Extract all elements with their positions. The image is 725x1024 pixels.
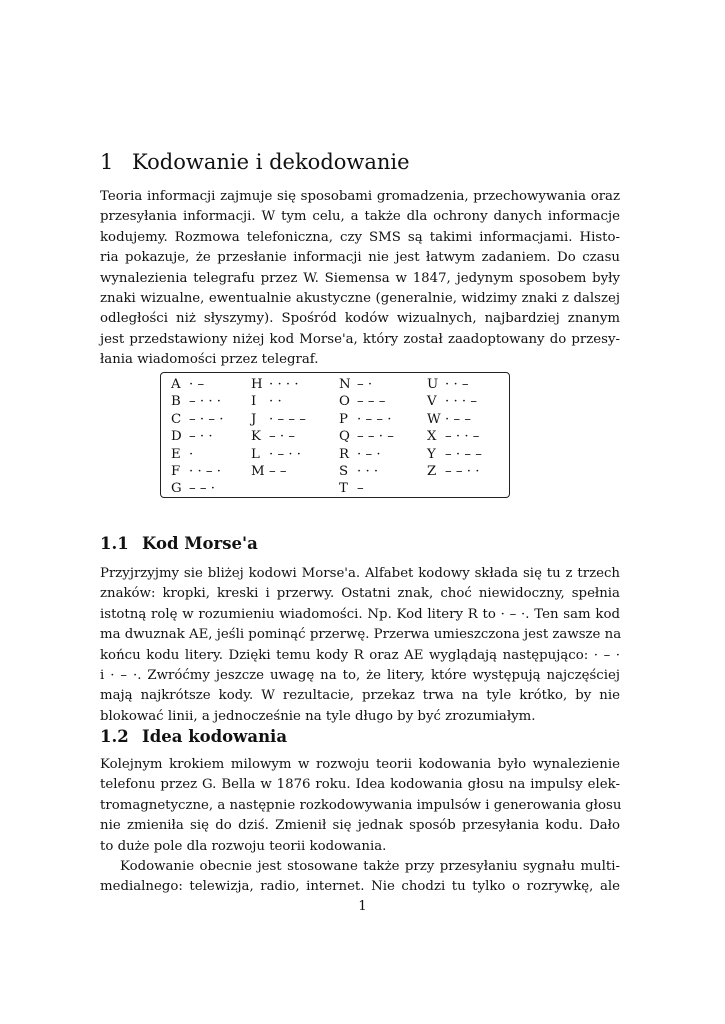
morse-entry xyxy=(339,463,394,480)
morse-code: – · · · xyxy=(189,394,222,410)
morse-entry xyxy=(427,463,482,480)
morse-entry xyxy=(251,446,306,463)
morse-letter: N xyxy=(339,377,351,392)
text-line: nie zmieniła się do dziś. Zmienił się jednak sposób przesyłania kodu. Dało xyxy=(100,818,620,834)
subsection-heading xyxy=(100,727,287,746)
morse-code: – xyxy=(357,481,364,497)
text-line: znaków: kropki, kreski i przerwy. Ostatni znak, choć niewidoczny, spełnia xyxy=(100,586,620,602)
morse-letter: F xyxy=(171,463,181,479)
morse-code: · – · · xyxy=(269,446,302,462)
morse-letter: I xyxy=(251,394,257,410)
morse-code: · – – · xyxy=(357,411,392,427)
page-number: 1 xyxy=(358,899,367,914)
morse-code: – – · – xyxy=(357,429,394,445)
morse-code: – · – · xyxy=(189,411,224,427)
morse-letter: A xyxy=(171,377,181,392)
text-line: Teoria informacji zajmuje się sposobami gromadzenia, przechowywania oraz xyxy=(100,189,620,204)
morse-letter: K xyxy=(251,429,261,445)
morse-code: · – – xyxy=(445,411,471,427)
morse-entry xyxy=(427,428,482,445)
text-line: łania wiadomości przez telegraf. xyxy=(100,352,319,368)
text-line: końcu kodu litery. Dzięki temu kody R oraz AE wyglądają następująco: · – · xyxy=(100,647,620,663)
morse-letter: P xyxy=(339,411,348,427)
morse-code: – · · xyxy=(189,429,213,445)
text-line: tromagnetyczne, a następnie rozkodowywania impulsów i generowania głosu xyxy=(100,797,622,813)
subsection-title: Kod Morse'a xyxy=(142,534,258,553)
subsection-heading xyxy=(100,534,258,553)
morse-letter: Y xyxy=(427,446,436,462)
text-line: blokować linii, a jednocześnie na tyle długo by być zrozumiałym. xyxy=(100,708,536,724)
morse-code: · xyxy=(189,446,194,462)
text-line: kodujemy. Rozmowa telefoniczna, czy SMS są takimi informacjami. Histo- xyxy=(100,229,620,245)
morse-entry xyxy=(339,446,394,463)
morse-column-4 xyxy=(427,376,482,480)
morse-code: · · · – xyxy=(445,394,478,410)
morse-letter: L xyxy=(251,446,260,462)
morse-entry xyxy=(251,393,306,410)
morse-letter: T xyxy=(339,481,348,497)
morse-entry xyxy=(427,376,482,393)
morse-code: · · – · xyxy=(189,463,222,479)
text-line: Kodowanie obecnie jest stosowane także przy przesyłaniu sygnału multi- xyxy=(120,859,620,874)
morse-letter: E xyxy=(171,446,181,462)
morse-code: · · · · xyxy=(269,377,299,392)
text-line: wynalezienia telegrafu przez W. Siemensa w 1847, jedynym sposobem były xyxy=(100,270,620,286)
text-line: Kolejnym krokiem milowym w rozwoju teorii kodowania było wynalezienie xyxy=(100,757,620,772)
text-line: medialnego: telewizja, radio, internet. Nie chodzi tu tylko o rozrywkę, ale xyxy=(100,879,620,895)
morse-entry xyxy=(427,411,482,428)
text-line: przesyłania informacji. W tym celu, a także dla ochrony danych informacje xyxy=(100,209,620,225)
morse-letter: X xyxy=(427,429,437,445)
morse-code: – – · xyxy=(189,481,215,497)
morse-entry xyxy=(171,463,223,480)
morse-code: · · – xyxy=(445,377,469,392)
morse-column-2 xyxy=(251,376,306,480)
text-line: odległości niż słyszymy). Spośród kodów wizualnych, najbardziej znanym xyxy=(100,311,620,327)
morse-code: – – · · xyxy=(445,463,480,479)
morse-entry xyxy=(251,376,306,393)
section-heading xyxy=(100,150,410,174)
morse-entry xyxy=(339,376,394,393)
morse-column-1 xyxy=(171,376,223,498)
morse-code: · – xyxy=(189,377,205,392)
morse-letter: V xyxy=(427,394,437,410)
morse-entry xyxy=(339,393,394,410)
morse-code-table xyxy=(160,372,510,498)
subsection-title: Idea kodowania xyxy=(142,727,288,746)
morse-letter: J xyxy=(251,411,257,427)
text-line: to duże pole dla rozwoju teorii kodowania. xyxy=(100,838,387,854)
morse-entry xyxy=(171,446,223,463)
text-line: ria pokazuje, że przesłanie informacji nie jest łatwym zadaniem. Do czasu xyxy=(100,250,620,266)
morse-code: · · · xyxy=(357,463,379,479)
morse-letter: D xyxy=(171,429,182,445)
morse-code: · – – – xyxy=(269,411,306,427)
morse-code: – – – xyxy=(357,394,386,410)
morse-letter: U xyxy=(427,377,439,392)
morse-entry xyxy=(171,428,223,445)
morse-entry xyxy=(171,393,223,410)
morse-entry xyxy=(339,411,394,428)
text-line: istotną rolę w rozumieniu wiadomości. Np. Kod litery R to · – ·. Ten sam kod xyxy=(100,606,620,622)
morse-code: – · – xyxy=(269,429,295,445)
idea-paragraph-2 xyxy=(100,857,620,898)
text-line: ma dwuznak AE, jeśli pominąć przerwę. Przerwa umieszczona jest zawsze na xyxy=(100,627,622,643)
section-number: 1 xyxy=(100,150,114,174)
morse-code: · · xyxy=(269,394,282,410)
morse-code: – · · – xyxy=(445,429,480,445)
morse-entry xyxy=(171,480,223,497)
section-intro-paragraph xyxy=(100,187,620,371)
subsection-number: 1.2 xyxy=(100,727,129,746)
morse-letter: W xyxy=(427,411,441,427)
morse-entry xyxy=(171,376,223,393)
morse-column-3 xyxy=(339,376,394,498)
text-line: znaki wizualne, ewentualnie akustyczne (generalnie, widzimy znaki z dalszej xyxy=(100,291,620,307)
morse-letter: C xyxy=(171,411,182,427)
morse-code: – – xyxy=(269,463,287,479)
morse-letter: S xyxy=(339,463,349,479)
morse-letter: H xyxy=(251,377,263,392)
text-line: jest przedstawiony niżej kod Morse'a, który został zaadoptowany do przesy- xyxy=(100,331,620,347)
morse-code: – · – – xyxy=(445,446,482,462)
morse-entry xyxy=(251,463,306,480)
section-title: Kodowanie i dekodowanie xyxy=(132,150,410,174)
morse-entry xyxy=(251,428,306,445)
text-line: i · – ·. Zwróćmy jeszcze uwagę na to, że litery, które występują najczęściej xyxy=(100,668,620,684)
morse-letter: Z xyxy=(427,463,437,479)
morse-letter: R xyxy=(339,446,350,462)
idea-paragraph-1 xyxy=(100,755,620,857)
text-line: mają najkrótsze kody. W rezultacie, przekaz trwa na tyle krótko, by nie xyxy=(100,688,620,704)
morse-letter: O xyxy=(339,394,350,410)
morse-entry xyxy=(251,411,306,428)
morse-letter: G xyxy=(171,481,182,497)
morse-entry xyxy=(339,480,394,497)
morse-code: · – · xyxy=(357,446,381,462)
morse-letter: Q xyxy=(339,429,350,445)
subsection-number: 1.1 xyxy=(100,534,129,553)
morse-entry xyxy=(427,393,482,410)
morse-code: – · xyxy=(357,377,373,392)
morse-paragraph xyxy=(100,564,620,727)
text-line: telefonu przez G. Bella w 1876 roku. Idea kodowania głosu na impulsy elek- xyxy=(100,777,620,793)
morse-letter: B xyxy=(171,394,181,410)
text-line: Przyjrzyjmy sie bliżej kodowi Morse'a. Alfabet kodowy składa się tu z trzech xyxy=(100,566,620,581)
morse-entry xyxy=(171,411,223,428)
morse-letter: M xyxy=(251,463,265,479)
morse-entry xyxy=(339,428,394,445)
morse-entry xyxy=(427,446,482,463)
